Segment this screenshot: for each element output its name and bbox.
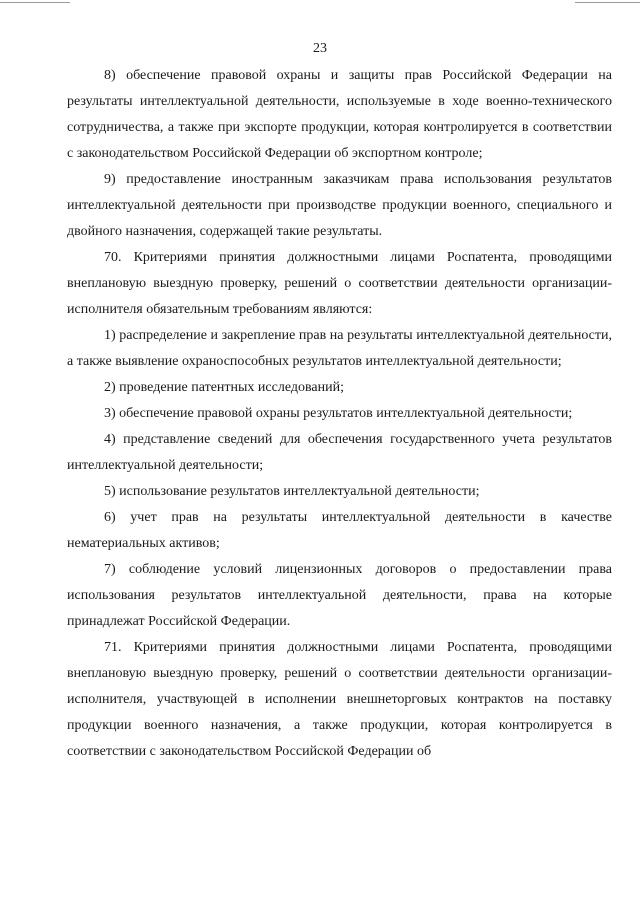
paragraph-section-71: 71. Критериями принятия должностными лицами Роспатента, проводящими внеплановую выездную проверку, решений о соответствии деятельности организации-исполнителя, участвующей в исполнении внешнеторговых контрактов на поставку продукции военного назначения, а также продукции, которая контролируется в соответствии с законодательством Российской Федерации об (67, 640, 612, 759)
scan-edge-line-right (575, 2, 640, 3)
paragraph-criterion-5: 5) использование результатов интеллектуальной деятельности; (104, 484, 480, 499)
paragraph-criterion-6: 6) учет прав на результаты интеллектуальной деятельности в качестве нематериальных активов; (67, 510, 612, 551)
paragraph-criterion-3: 3) обеспечение правовой охраны результатов интеллектуальной деятельности; (104, 406, 573, 421)
paragraph-criterion-1: 1) распределение и закрепление прав на результаты интеллектуальной деятельности, а также выявление охраноспособных результатов интеллектуальной деятельности; (67, 328, 612, 369)
paragraph-criterion-2: 2) проведение патентных исследований; (104, 380, 344, 395)
paragraph-criterion-7: 7) соблюдение условий лицензионных договоров о предоставлении права использования результатов интеллектуальной деятельности, права на которые принадлежат Российской Федерации. (67, 562, 612, 629)
paragraph-item-9: 9) предоставление иностранным заказчикам права использования результатов интеллектуальной деятельности при производстве продукции военного, специального и двойного назначения, содержащей такие результаты. (67, 172, 612, 239)
page-number: 23 (313, 41, 327, 56)
paragraph-item-8: 8) обеспечение правовой охраны и защиты прав Российской Федерации на результаты интеллектуальной деятельности, используемые в ходе военно-технического сотрудничества, а также при экспорте продукции, которая контролируется в соответствии с законодательством Российской Федерации об экспортном контроле; (67, 68, 612, 161)
document-body (67, 63, 612, 765)
scan-edge-line-left (0, 2, 70, 3)
paragraph-section-70: 70. Критериями принятия должностными лицами Роспатента, проводящими внеплановую выездную проверку, решений о соответствии деятельности организации-исполнителя обязательным требованиям являются: (67, 250, 612, 317)
paragraph-criterion-4: 4) представление сведений для обеспечения государственного учета результатов интеллектуальной деятельности; (67, 432, 612, 473)
